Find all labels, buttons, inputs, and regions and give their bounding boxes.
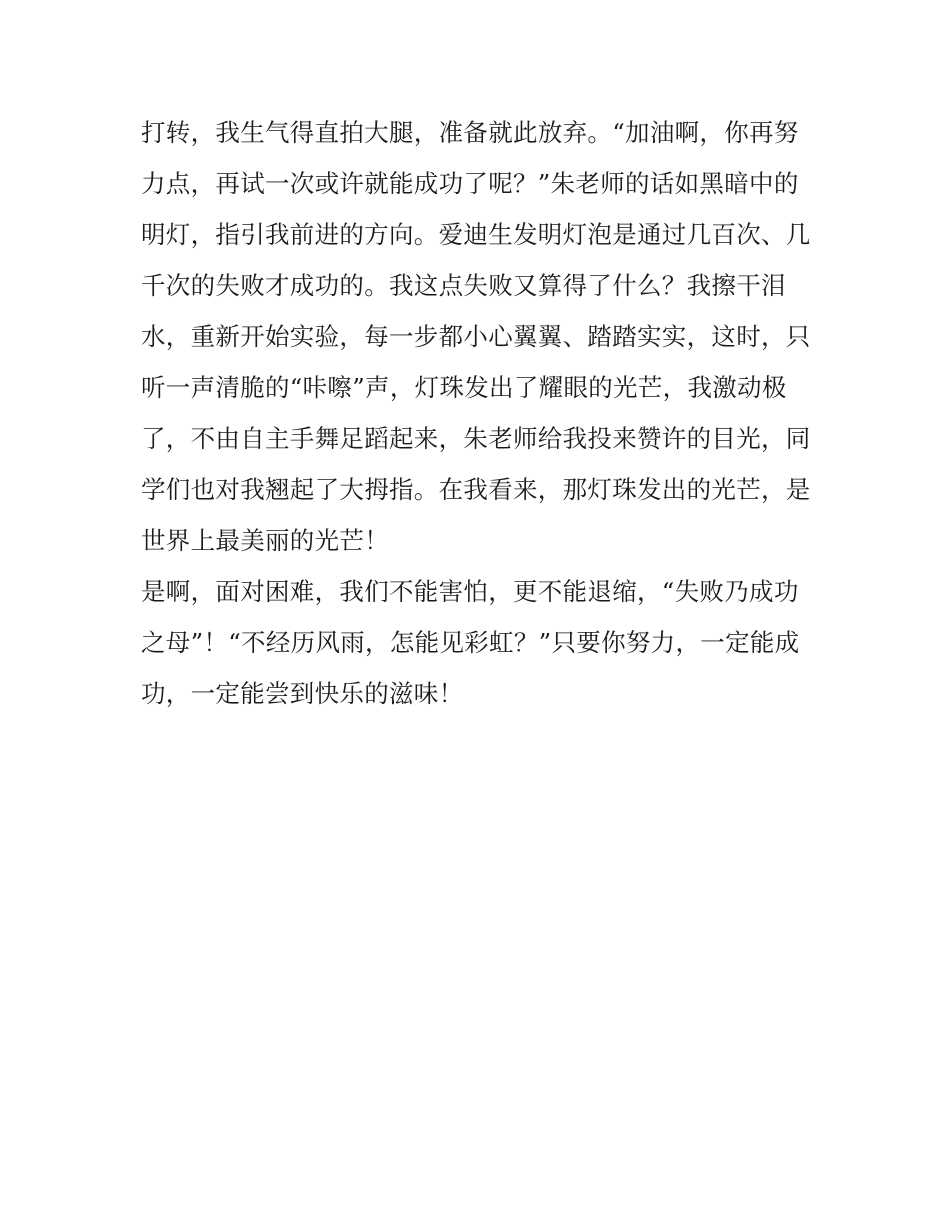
text-line: 之母”！“不经历风雨，怎能见彩虹？”只要你努力，一定能成 <box>141 628 800 657</box>
text-line: 千次的失败才成功的。我这点失败又算得了什么？我擦干泪 <box>141 271 786 300</box>
document-body <box>141 107 821 719</box>
paragraph-2 <box>141 566 821 719</box>
text-line: 学们也对我翘起了大拇指。在我看来，那灯珠发出的光芒，是 <box>141 475 811 504</box>
text-line: 听一声清脆的“咔嚓”声，灯珠发出了耀眼的光芒，我激动极 <box>141 373 787 402</box>
text-line: 打转，我生气得直拍大腿，准备就此放弃。“加油啊，你再努 <box>141 118 799 147</box>
text-line: 明灯，指引我前进的方向。爱迪生发明灯泡是通过几百次、几 <box>141 220 811 249</box>
paragraph-1 <box>141 107 821 566</box>
text-line: 功，一定能尝到快乐的滋味！ <box>141 679 464 708</box>
text-line: 水，重新开始实验，每一步都小心翼翼、踏踏实实，这时，只 <box>141 322 811 351</box>
text-line: 世界上最美丽的光芒！ <box>141 526 389 555</box>
text-line: 是啊，面对困难，我们不能害怕，更不能退缩，“失败乃成功 <box>141 577 799 606</box>
text-line: 力点，再试一次或许就能成功了呢？”朱老师的话如黑暗中的 <box>141 169 799 198</box>
text-line: 了，不由自主手舞足蹈起来，朱老师给我投来赞许的目光，同 <box>141 424 811 453</box>
